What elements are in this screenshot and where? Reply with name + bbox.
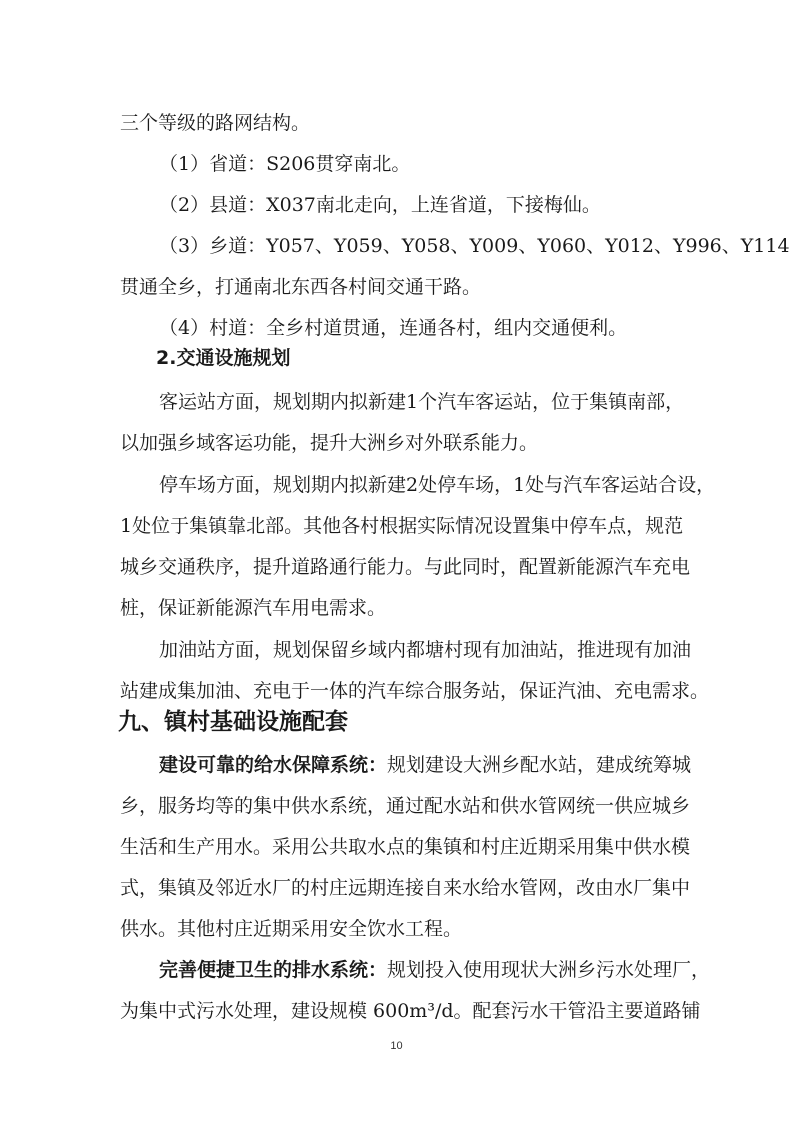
- list-item-village-road: （4）村道：全乡村道贯通，连通各村，组内交通便利。: [159, 317, 628, 339]
- text-line: 式，集镇及邻近水厂的村庄远期连接自来水给水管网，改由水厂集中: [120, 877, 691, 899]
- text-line: 站建成集加油、充电于一体的汽车综合服务站，保证汽油、充电需求。: [120, 680, 710, 702]
- bold-lead: 建设可靠的给水保障系统：: [159, 754, 388, 776]
- text-line: [159, 753, 691, 777]
- text-line: 以加强乡域客运功能，提升大洲乡对外联系能力。: [120, 432, 539, 454]
- text-line: 贯通全乡，打通南北东西各村间交通干路。: [120, 276, 482, 298]
- text-run: 规划建设大洲乡配水站，建成统筹城: [387, 754, 692, 776]
- list-item-township-road: （3）乡道：Y057、Y059、Y058、Y009、Y060、Y012、Y996、Y114: [159, 235, 790, 257]
- text-line: 加油站方面，规划保留乡域内都塘村现有加油站，推进现有加油: [159, 639, 692, 661]
- text-line: 客运站方面，规划期内拟新建1个汽车客运站，位于集镇南部，: [159, 391, 685, 413]
- text-line: 供水。其他村庄近期采用安全饮水工程。: [120, 918, 463, 940]
- text-run: 规划投入使用现状大洲乡污水处理厂，: [387, 959, 711, 981]
- section-heading: 九、镇村基础设施配套: [118, 709, 348, 735]
- text-line: 城乡交通秩序，提升道路通行能力。与此同时，配置新能源汽车充电: [120, 556, 691, 578]
- text-line: 1处位于集镇靠北部。其他各村根据实际情况设置集中停车点，规范: [120, 515, 684, 537]
- text-line: 桩，保证新能源汽车用电需求。: [120, 597, 387, 619]
- text-line: 生活和生产用水。采用公共取水点的集镇和村庄近期采用集中供水模: [120, 836, 691, 858]
- text-line: 三个等级的路网结构。: [120, 112, 311, 134]
- list-item-county-road: （2）县道：X037南北走向，上连省道，下接梅仙。: [159, 194, 601, 216]
- text-line: [159, 958, 710, 982]
- subsection-heading: 2.交通设施规划: [156, 347, 291, 369]
- text-line: 停车场方面，规划期内拟新建2处停车场，1处与汽车客运站合设，: [159, 474, 716, 496]
- page-number: 10: [390, 1040, 403, 1052]
- text-line: 为集中式污水处理，建设规模 600m³/d。配套污水干管沿主要道路铺: [120, 1000, 701, 1022]
- text-line: 乡，服务均等的集中供水系统，通过配水站和供水管网统一供应城乡: [120, 795, 691, 817]
- list-item-provincial-road: （1）省道：S206贯穿南北。: [159, 153, 411, 175]
- bold-lead: 完善便捷卫生的排水系统：: [159, 959, 388, 981]
